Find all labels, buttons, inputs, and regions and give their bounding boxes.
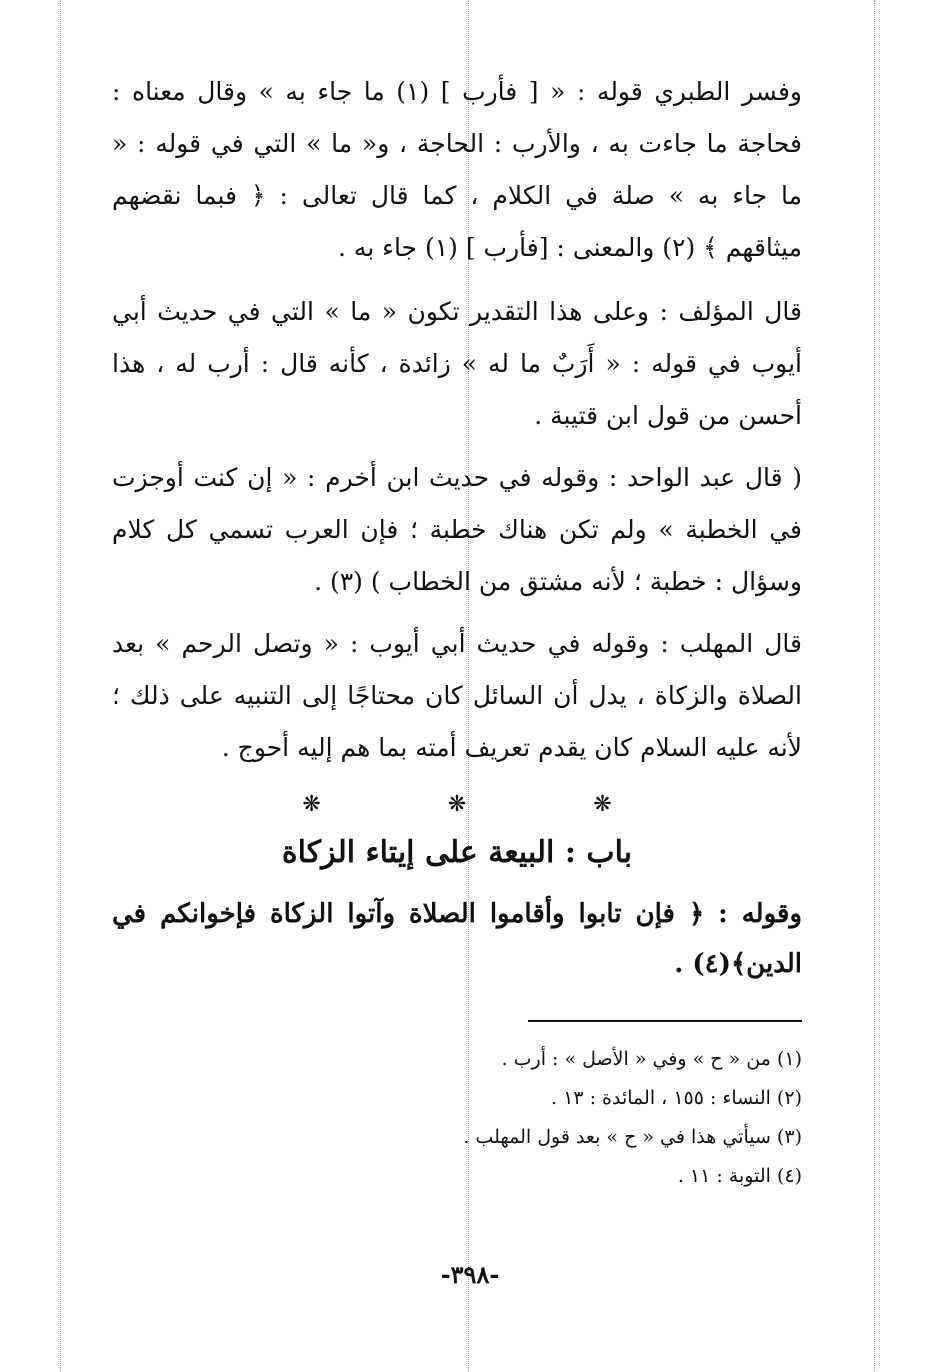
page-number: -٣٩٨- xyxy=(440,1260,500,1289)
paragraph-author: قال المؤلف : وعلى هذا التقدير تكون « ما » التي في حديث أبي أيوب في قوله : « أَرَبٌ ما له » زائدة ، كأنه قال : أرب له ، هذا أحسن من قول ابن قتيبة . xyxy=(112,297,802,430)
footnotes xyxy=(112,1040,802,1196)
footnote-1: (١) من « ح » وفي « الأصل » : أرب . xyxy=(501,1048,802,1070)
paragraph-tabari: وفسر الطبري قوله : « [ فأرب ] (١) ما جاء به » وقال معناه : فحاجة ما جاءت به ، والأرب : الحاجة ، و« ما » التي في قوله : « ما جاء به » صلة في الكلام ، كما قال تعالى : ﴿ فبما نقضهم ميثاقهم ﴾ (٢) والمعنى : [فأرب ] (١) جاء به . xyxy=(112,77,802,262)
paragraph-abdulwahid: ( قال عبد الواحد : وقوله في حديث ابن أخرم : « إن كنت أوجزت في الخطبة » ولم تكن هناك خطبة ؛ فإن العرب تسمي كل كلام وسؤال : خطبة ؛ لأنه مشتق من الخطاب ) (٣) . xyxy=(112,463,802,596)
footnote-2: (٢) النساء : ١٥٥ ، المائدة : ١٣ . xyxy=(551,1087,802,1109)
footnote-3: (٣) سيأتي هذا في « ح » بعد قول المهلب . xyxy=(463,1126,802,1148)
quran-verse: وقوله : ﴿ فإن تابوا وأقاموا الصلاة وآتوا الزكاة فإخوانكم في الدين﴾(٤) . xyxy=(112,899,802,979)
paragraph-muhallab: قال المهلب : وقوله في حديث أبي أيوب : « وتصل الرحم » بعد الصلاة والزكاة ، يدل أن السائل كان محتاجًا إلى التنبيه على ذلك ؛ لأنه عليه السلام كان يقدم تعريف أمته بما هم إليه أحوج . xyxy=(112,629,802,762)
footnote-divider xyxy=(528,1020,802,1022)
footnote-4: (٤) التوبة : ١١ . xyxy=(677,1165,802,1187)
scan-line-left xyxy=(60,0,61,1372)
scan-line-right xyxy=(874,0,875,1372)
section-separator: ❋ ❋ ❋ xyxy=(302,792,672,817)
page-body xyxy=(112,66,802,989)
chapter-title: باب : البيعة على إيتاء الزكاة xyxy=(281,835,633,870)
